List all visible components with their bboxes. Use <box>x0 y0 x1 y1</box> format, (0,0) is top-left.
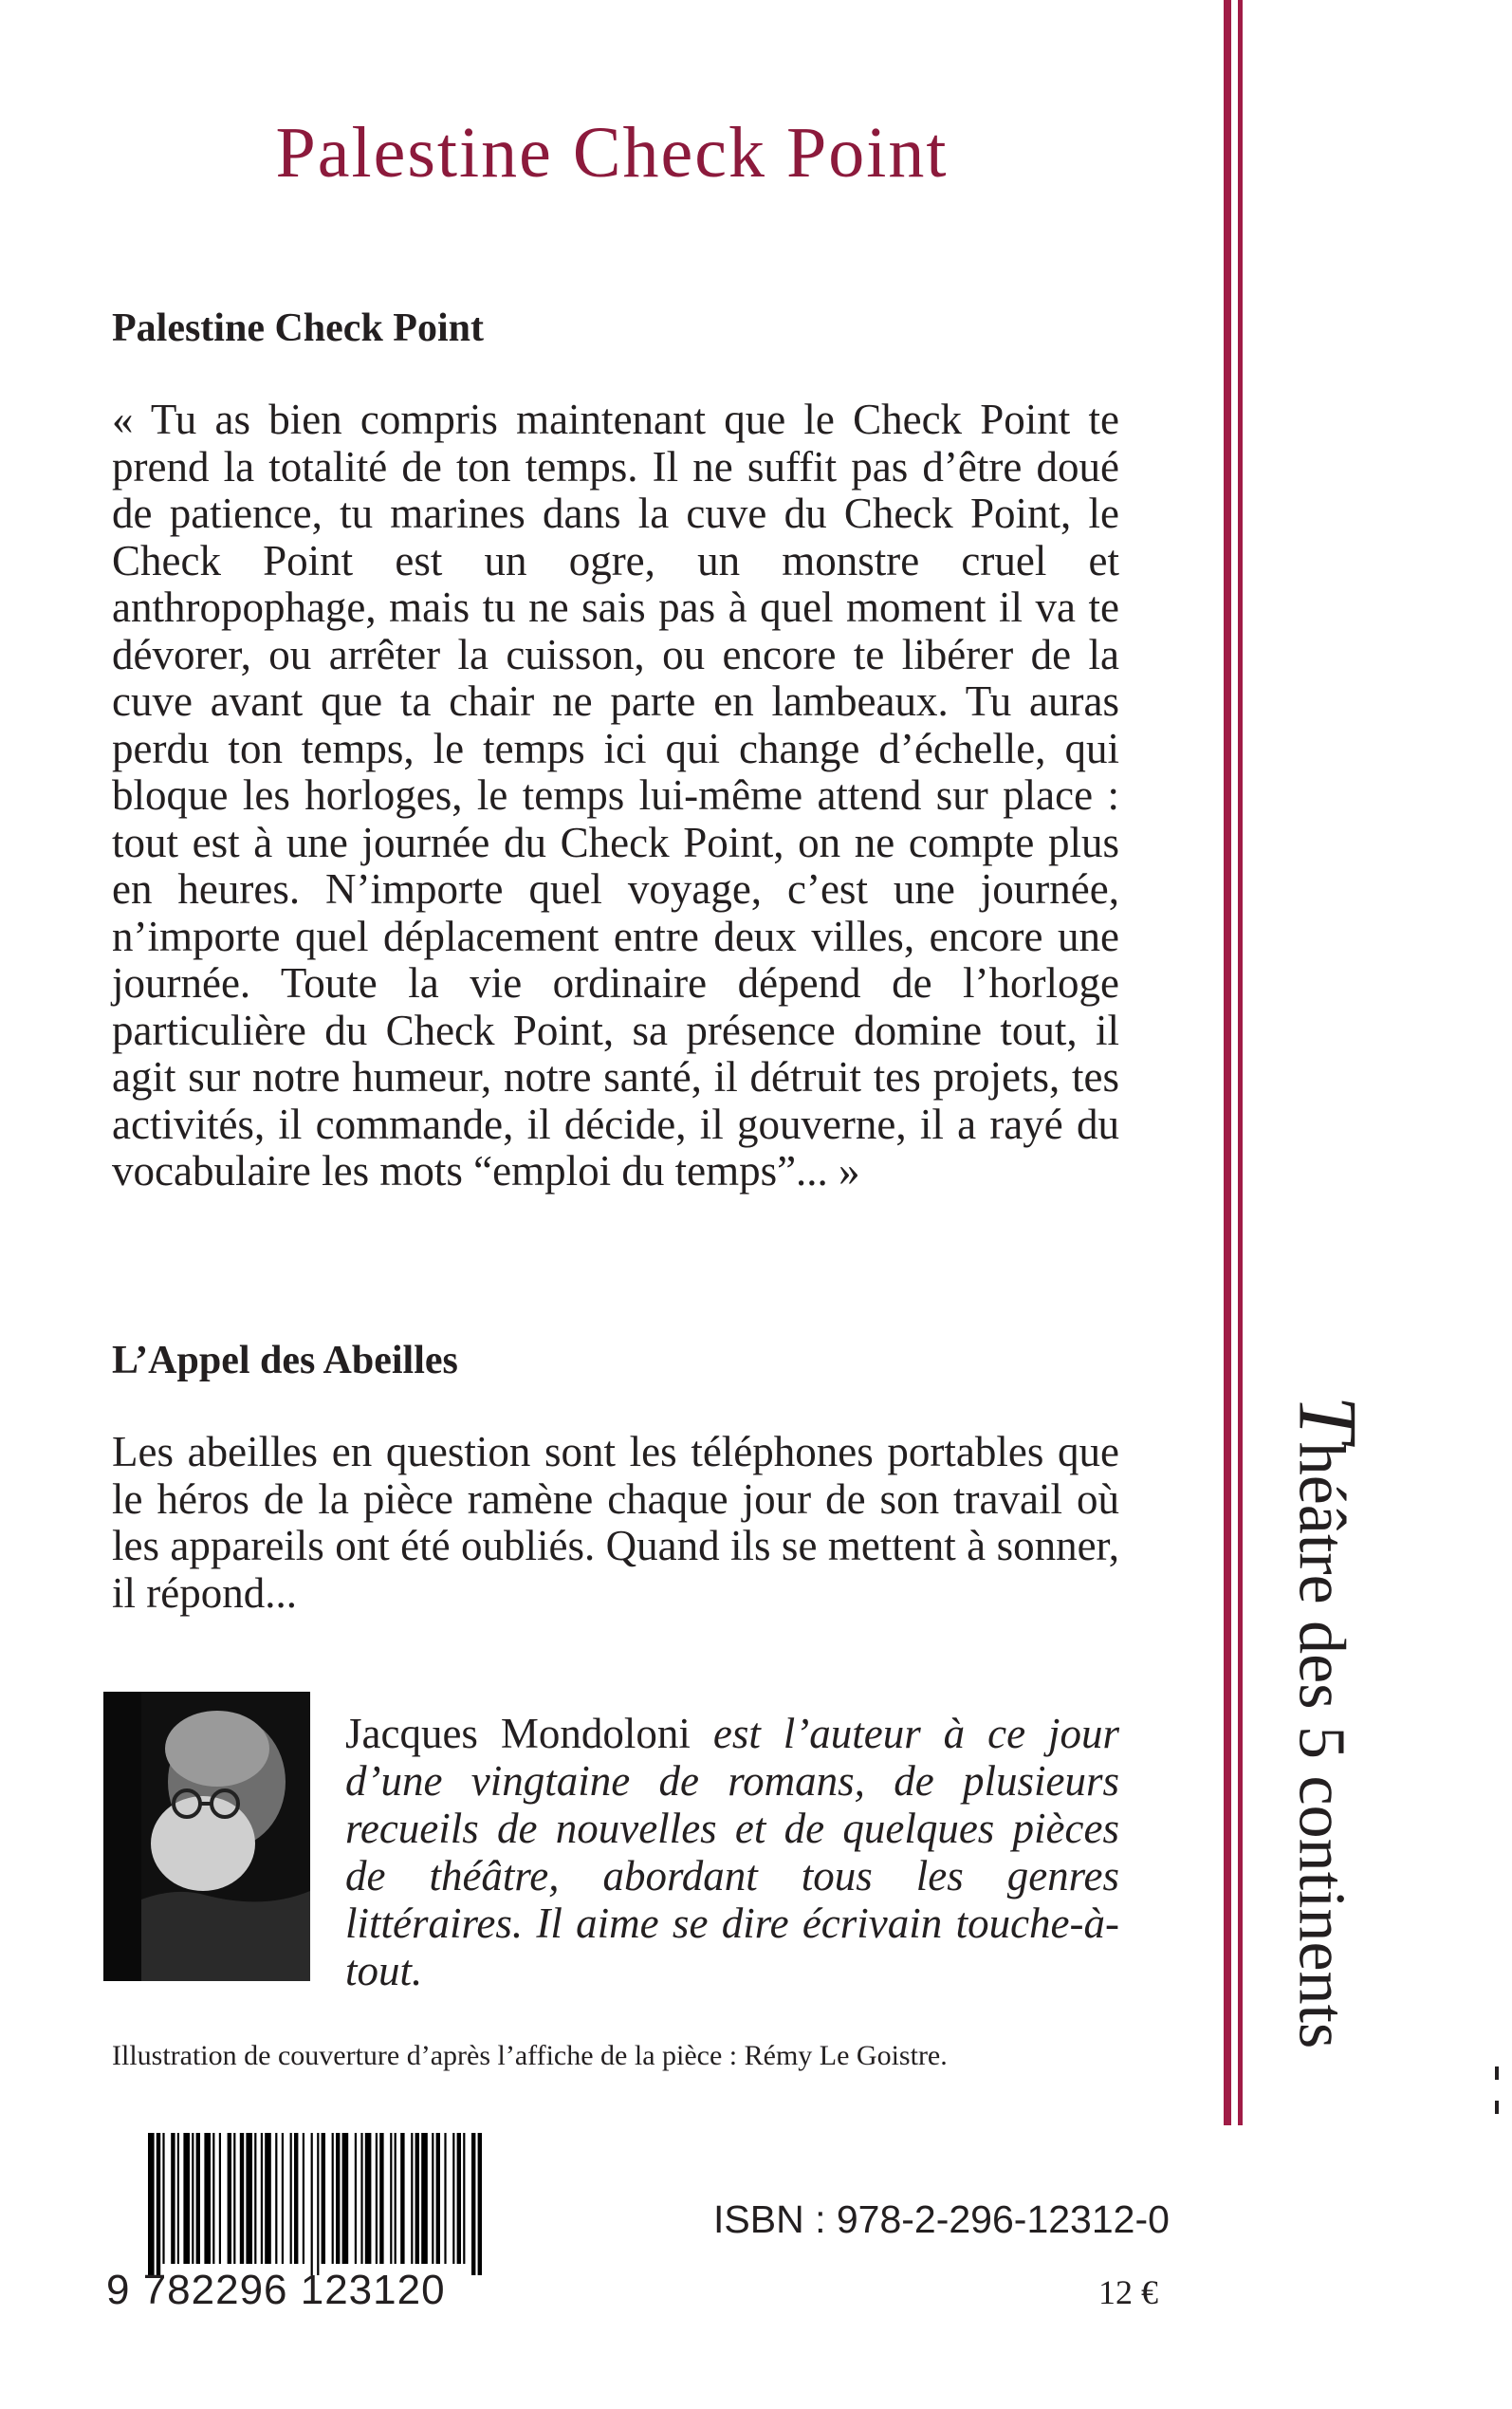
barcode-bar <box>478 2133 482 2275</box>
barcode-bar <box>157 2133 160 2275</box>
barcode-bar <box>432 2133 433 2264</box>
series-title-initial: T <box>1281 1395 1374 1442</box>
barcode-bar <box>400 2133 404 2264</box>
barcode-bar <box>436 2133 440 2264</box>
author-bio-text: est l’auteur à ce jour d’une vingtaine de romans, de plusieurs recueils de nouvelles et de quelques pièces de théâtre, abordant tous les genres littéraires. Il aime se dire écrivain touche-à-tout. <box>345 1710 1119 1994</box>
spine-ticks <box>1495 2066 1499 2127</box>
barcode-bar <box>254 2133 256 2264</box>
barcode-bar <box>379 2133 383 2264</box>
barcode-bar <box>212 2133 214 2264</box>
divider-rule-right <box>1238 0 1243 2125</box>
barcode-bar <box>463 2133 465 2264</box>
barcode-bar <box>162 2133 164 2264</box>
section-heading-palestine: Palestine Check Point <box>112 306 484 350</box>
barcode-bar <box>303 2133 304 2264</box>
section-heading-abeilles: L’Appel des Abeilles <box>112 1339 458 1382</box>
barcode-bar <box>421 2133 428 2264</box>
barcode-bar <box>275 2133 277 2264</box>
page-title: Palestine Check Point <box>275 113 949 193</box>
barcode-bar <box>282 2133 284 2264</box>
author-bio <box>345 1710 1119 1994</box>
barcode-digits: 9 782296 123120 <box>106 2267 446 2313</box>
barcode-bar <box>365 2133 372 2264</box>
barcode-bar <box>196 2133 200 2264</box>
section-text-palestine: « Tu as bien compris maintenant que le Check Point te prend la totalité de ton temps. Il ne suffit pas d’être doué de patience, tu marines dans la cuve du Check Point, le Check Point est un ogre, un monstre cruel et anthropophage, mais tu ne sais pas à quel moment il va te dévorer, ou arrêter la cuisson, ou encore te libérer de la cuve avant que ta chair ne parte en lambeaux. Tu auras perdu ton temps, le temps ici qui change d’échelle, qui bloque les horloges, le temps lui-même attend sur place : tout est à une journée du Check Point, on ne compte plus en heures. N’importe quel voyage, c’est une journée, n’importe quel déplacement entre deux villes, encore une journée. Toute la vie ordinaire dépend de l’horloge particulière du Check Point, sa présence domine tout, il agit sur notre humeur, notre santé, il détruit tes projets, tes activités, il commande, il décide, il gouverne, il a rayé du vocabulaire les mots “emploi du temps”... » <box>112 396 1119 1195</box>
barcode-bar <box>355 2133 357 2264</box>
barcode-bar <box>261 2133 263 2264</box>
barcode-bar <box>390 2133 392 2264</box>
barcode-bar <box>444 2133 446 2264</box>
barcode <box>144 2133 486 2275</box>
barcode-bar <box>342 2133 349 2264</box>
barcode-bar <box>311 2133 313 2275</box>
cover-credit: Illustration de couverture d’après l’affiche de la pièce : Rémy Le Goistre. <box>112 2040 948 2071</box>
barcode-bar <box>290 2133 292 2264</box>
isbn: ISBN : 978-2-296-12312-0 <box>713 2197 1170 2241</box>
barcode-bar <box>294 2133 298 2264</box>
barcode-bar <box>317 2133 319 2275</box>
barcode-bar <box>204 2133 211 2264</box>
author-name: Jacques Mondoloni <box>345 1710 691 1757</box>
author-photo <box>103 1692 310 1981</box>
barcode-bar <box>415 2133 419 2264</box>
series-title-wrap <box>1274 1314 1380 2130</box>
section-text-abeilles: Les abeilles en question sont les téléphones portables que le héros de la pièce ramène chaque jour de son travail où les appareils ont été oubliés. Quand ils se mettent à sonner, il répond... <box>112 1428 1119 1617</box>
price: 12 € <box>1098 2273 1158 2311</box>
barcode-bar <box>246 2133 252 2264</box>
barcode-bar <box>322 2133 325 2264</box>
barcode-bar <box>332 2133 334 2264</box>
divider-rule-left <box>1224 0 1231 2125</box>
series-title <box>1280 1396 1375 2048</box>
barcode-bar <box>240 2133 244 2264</box>
barcode-bar <box>457 2133 461 2264</box>
barcode-bar <box>452 2133 454 2264</box>
barcode-bar <box>376 2133 378 2264</box>
barcode-bar <box>395 2133 396 2264</box>
series-title-rest: héâtre des 5 continents <box>1284 1441 1358 2049</box>
barcode-bar <box>148 2133 155 2275</box>
barcode-bar <box>183 2133 190 2264</box>
barcode-bar <box>336 2133 340 2264</box>
barcode-bar <box>171 2133 175 2264</box>
barcode-bar <box>219 2133 221 2264</box>
barcode-bar <box>192 2133 194 2264</box>
barcode-bar <box>265 2133 271 2264</box>
barcode-bar <box>471 2133 475 2275</box>
barcode-bar <box>177 2133 179 2264</box>
barcode-bar <box>360 2133 362 2264</box>
barcode-bar <box>233 2133 235 2264</box>
barcode-bar <box>228 2133 231 2264</box>
barcode-bar <box>411 2133 413 2264</box>
